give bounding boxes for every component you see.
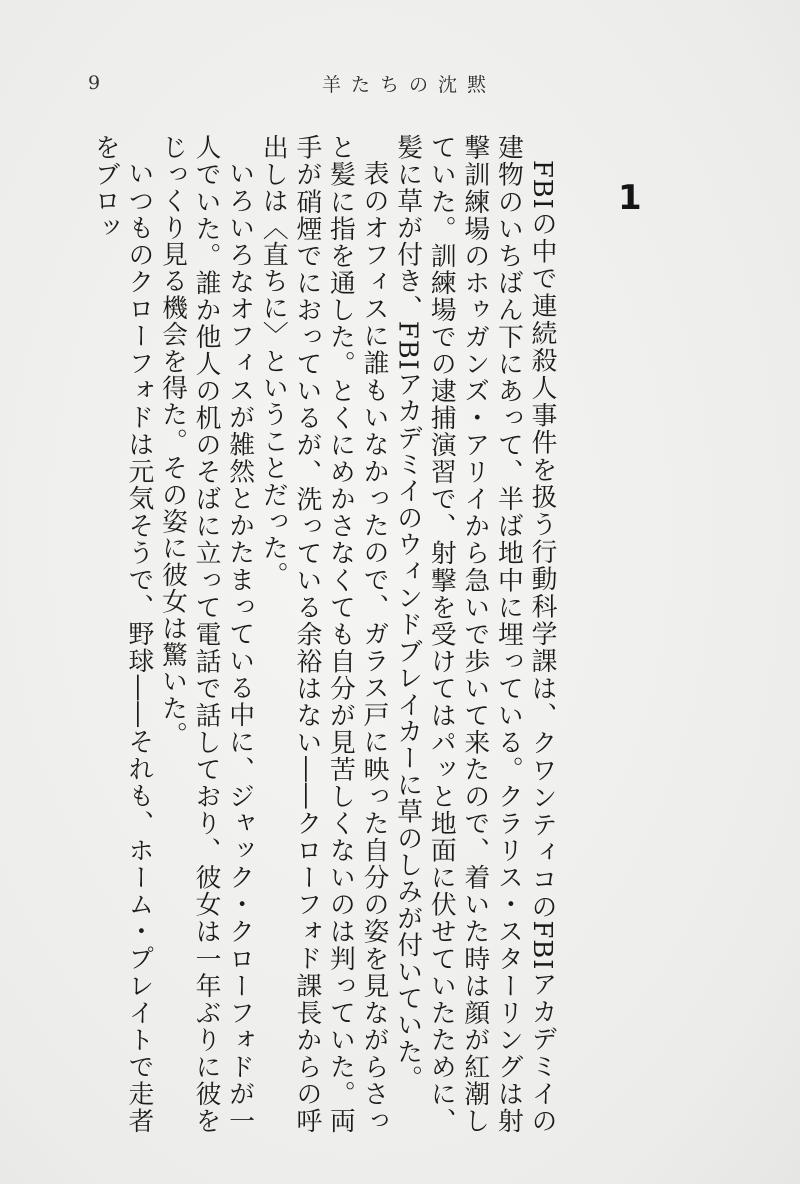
body-text [88, 134, 558, 1134]
paragraph-3: いろいろなオフィスが雑然とかたまっている中に、ジャック・クローフォドが一人でいた。誰か他人の机のそばに立って電話で話しており、彼女は一年ぶりに彼をじっくり見る機会を得た。その姿に彼女は驚いた。 [157, 134, 255, 1134]
page-number: 9 [88, 72, 101, 94]
paragraph-4: いつものクローフォドは元気そうで、野球――それも、ホーム・プレイトで走者をブロッ [90, 134, 154, 1134]
running-title: 羊たちの沈黙 [322, 74, 497, 96]
paragraph-2: 表のオフィスに誰もいなかったので、ガラス戸に映った自分の姿を見ながらさっと髪に指を通した。とくにめかさなくても自分が見苦しくないのは判っていた。両手が硝煙でにおっているが、洗っている余裕はない――クローフォド課長からの呼出しは〈直ちに〉ということだった。 [258, 134, 390, 1134]
chapter-number: 1 [618, 178, 642, 218]
paragraph-1: FBIの中で連続殺人事件を扱う行動科学課は、クワンティコのFBIアカデミイの建物のいちばん下にあって、半ば地中に埋っている。クラリス・スターリングは射撃訓練場のホゥガンズ・アリイから急いで歩いて来たので、着いた時は顔が紅潮していた。訓練場での逮捕演習で、射撃を受けてはパッと地面に伏せていたために、髪に草が付き、FBIアカデミイのウィンドブレイカーに草のしみが付いていた。 [392, 134, 557, 1134]
